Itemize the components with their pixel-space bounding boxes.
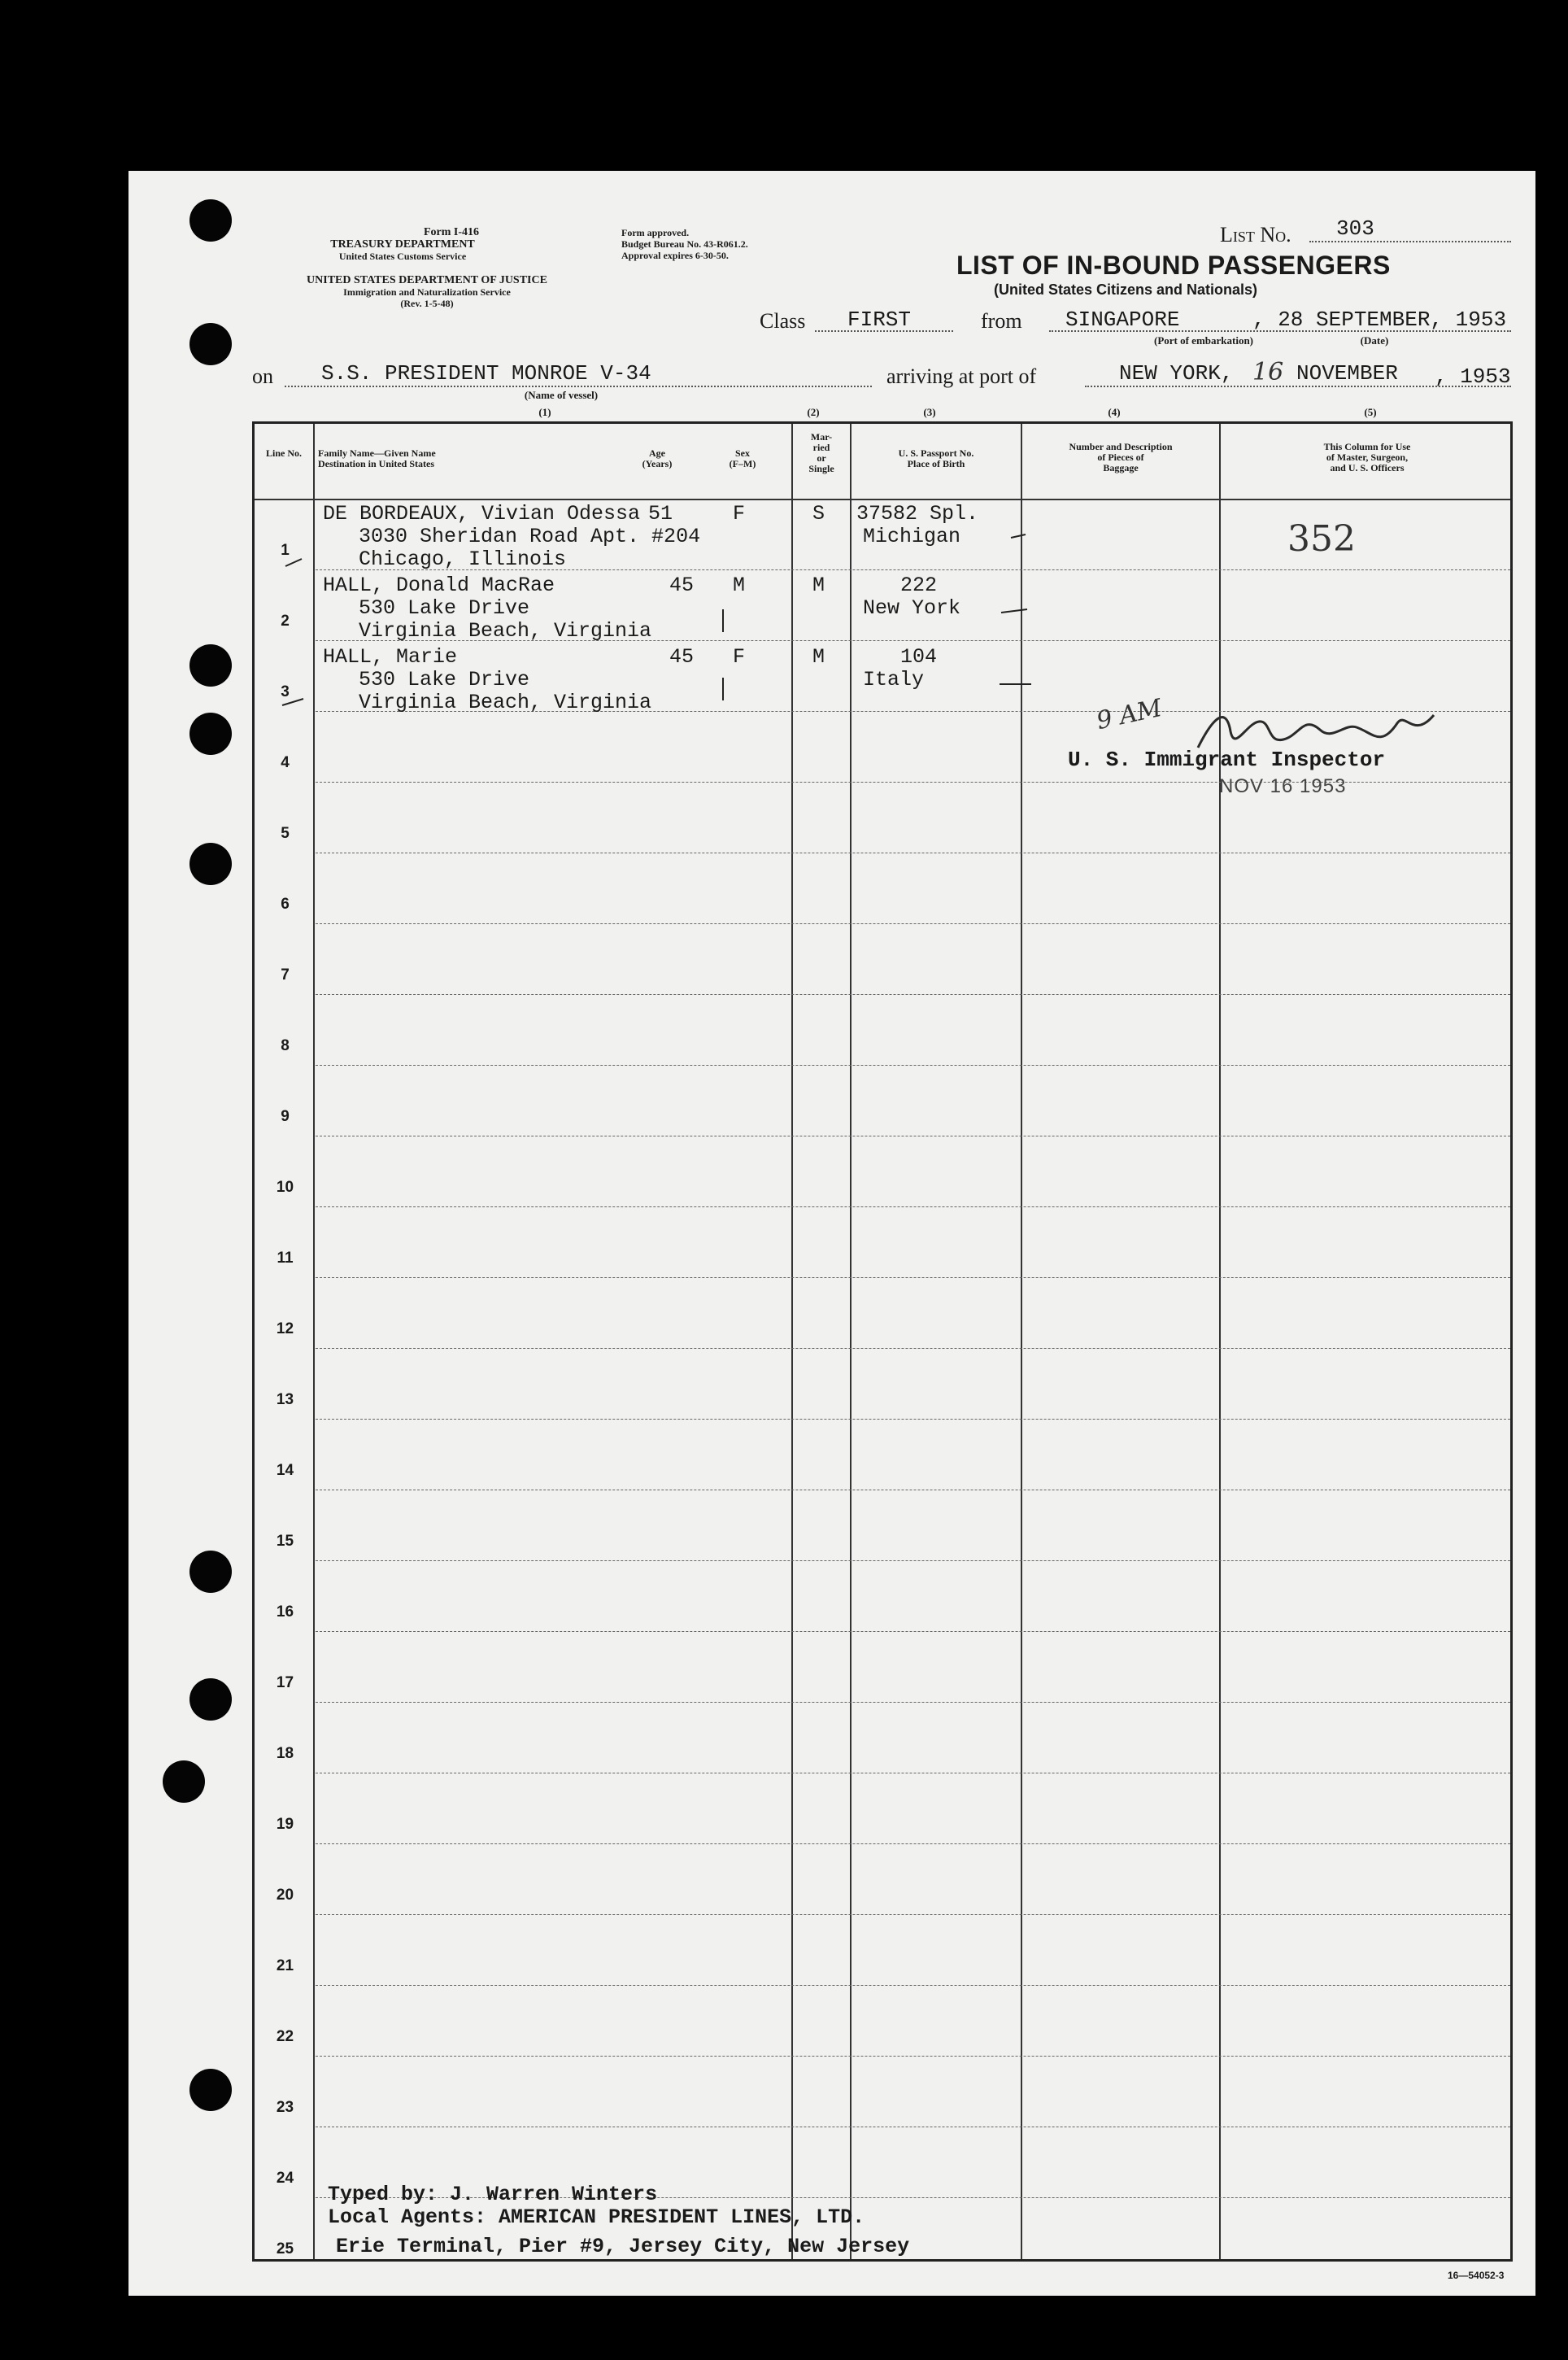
local-agents: Local Agents: AMERICAN PRESIDENT LINES, LTD.	[328, 2205, 865, 2229]
col-header-line-no: Line No.	[265, 447, 302, 459]
line-number: 1	[281, 542, 290, 559]
passenger-status: M	[812, 645, 825, 669]
passenger-name: HALL, Marie	[323, 645, 458, 669]
passenger-sex: F	[733, 645, 746, 669]
punch-hole	[189, 323, 232, 365]
justice-department: UNITED STATES DEPARTMENT OF JUSTICE	[307, 274, 547, 286]
col-header-baggage: Number and Description of Pieces of Baggage	[1069, 441, 1173, 473]
print-code: 16—54052-3	[1448, 2270, 1505, 2281]
from-label: from	[981, 309, 1022, 333]
customs-service: United States Customs Service	[338, 251, 467, 262]
punch-hole	[189, 843, 232, 885]
line-number: 4	[281, 754, 290, 771]
column-number: (1)	[538, 406, 551, 418]
line-number: 22	[276, 2028, 294, 2045]
row-divider	[316, 994, 1510, 995]
vessel-value: S.S. PRESIDENT MONROE V-34	[321, 361, 651, 386]
page-title: LIST OF IN-BOUND PASSENGERS	[956, 251, 1391, 280]
passenger-city: Chicago, Illinois	[359, 547, 567, 571]
line-number: 6	[281, 896, 290, 913]
line-number: 25	[276, 2240, 294, 2257]
column-number: (2)	[807, 406, 820, 418]
line-number: 20	[276, 1887, 294, 1904]
row-divider	[316, 1702, 1510, 1703]
column-number: (4)	[1108, 406, 1121, 418]
line-number: 9	[281, 1108, 290, 1125]
punch-hole	[163, 1760, 205, 1803]
line-number: 17	[276, 1674, 294, 1691]
passenger-birthplace: Italy	[863, 668, 925, 691]
port-caption: (Port of embarkation)	[1153, 334, 1254, 347]
inspector-signature	[1190, 699, 1458, 764]
budget-bureau: Budget Bureau No. 43-R061.2.	[621, 238, 748, 250]
list-no-line	[1309, 241, 1511, 242]
row-divider	[316, 1348, 1510, 1349]
arrival-month: NOVEMBER	[1296, 361, 1398, 386]
punch-hole	[189, 1551, 232, 1593]
line-number: 11	[277, 1250, 294, 1267]
class-label: Class	[760, 309, 806, 333]
line-number: 16	[276, 1603, 294, 1621]
passenger-name: DE BORDEAUX, Vivian Odessa	[323, 502, 641, 526]
passenger-passport: 222	[900, 574, 938, 597]
departure-date: , 28 SEPTEMBER, 1953	[1252, 308, 1507, 332]
list-no-value: 303	[1336, 216, 1374, 241]
column-number: (3)	[923, 406, 936, 418]
line-number: 23	[276, 2099, 294, 2116]
punch-hole	[189, 199, 232, 242]
passenger-city: Virginia Beach, Virginia	[359, 691, 652, 714]
time-note: 9 AM	[1094, 693, 1165, 736]
from-value: SINGAPORE	[1065, 308, 1180, 332]
line-number: 21	[276, 1957, 294, 1974]
passenger-age: 45	[669, 645, 695, 669]
punch-hole	[189, 713, 232, 755]
passenger-age: 51	[648, 502, 673, 526]
passenger-name: HALL, Donald MacRae	[323, 574, 555, 597]
passenger-sex: M	[733, 574, 746, 597]
on-label: on	[252, 364, 273, 388]
vessel-caption: (Name of vessel)	[524, 389, 599, 401]
passenger-sex: F	[733, 502, 746, 526]
class-value: FIRST	[847, 308, 912, 332]
column-number: (5)	[1364, 406, 1377, 418]
line-number: 2	[281, 613, 290, 630]
col-header-officers: This Column for Use of Master, Surgeon, and U. S. Officers	[1323, 441, 1411, 473]
line-number: 5	[281, 825, 290, 842]
approval-expires: Approval expires 6-30-50.	[621, 250, 729, 261]
line-number: 13	[276, 1391, 294, 1408]
row-divider	[316, 1277, 1510, 1278]
passenger-table	[252, 421, 1513, 2262]
form-revision: (Rev. 1-5-48)	[400, 298, 454, 309]
passenger-address: 3030 Sheridan Road Apt. #204	[359, 525, 701, 548]
terminal-address: Erie Terminal, Pier #9, Jersey City, New Jersey	[336, 2235, 910, 2258]
treasury-department: TREASURY DEPARTMENT	[330, 238, 475, 251]
list-no-label: List No.	[1220, 223, 1291, 246]
passenger-city: Virginia Beach, Virginia	[359, 619, 652, 643]
passenger-status: M	[812, 574, 825, 597]
passenger-birthplace: Michigan	[863, 525, 961, 548]
passenger-birthplace: New York	[863, 596, 961, 620]
punch-hole	[189, 644, 232, 687]
passenger-passport: 37582 Spl.	[856, 502, 979, 526]
page-subtitle: (United States Citizens and Nationals)	[994, 281, 1258, 298]
row-divider	[316, 923, 1510, 924]
officer-number: 352	[1287, 518, 1356, 560]
punch-hole	[189, 2069, 232, 2111]
date-stamp: NOV 16 1953	[1219, 775, 1347, 797]
line-number: 8	[281, 1037, 290, 1054]
vessel-line	[285, 386, 872, 387]
row-divider	[316, 1914, 1510, 1915]
line-number: 24	[276, 2170, 294, 2187]
row-divider	[316, 1843, 1510, 1844]
line-number: 10	[276, 1179, 294, 1196]
col-header-age: Age (Years)	[642, 447, 673, 469]
typed-by: Typed by: J. Warren Winters	[328, 2183, 658, 2206]
line-number: 3	[281, 683, 290, 700]
arriving-label: arriving at port of	[886, 364, 1037, 388]
line-number: 14	[276, 1462, 294, 1479]
row-divider	[316, 1206, 1510, 1207]
line-number: 18	[276, 1745, 294, 1762]
row-divider	[316, 1631, 1510, 1632]
immigration-service: Immigration and Naturalization Service	[343, 286, 511, 298]
arrival-day: 16	[1252, 358, 1284, 386]
arrival-port: NEW YORK,	[1119, 361, 1234, 386]
col-header-sex: Sex (F–M)	[729, 447, 756, 469]
passenger-address: 530 Lake Drive	[359, 668, 530, 691]
line-number: 12	[276, 1320, 294, 1337]
row-divider	[316, 2056, 1510, 2057]
line-number: 19	[276, 1816, 294, 1833]
line-number: 15	[276, 1533, 294, 1550]
form-approved: Form approved.	[621, 227, 690, 238]
punch-hole	[189, 1678, 232, 1721]
row-divider	[316, 1560, 1510, 1561]
passenger-status: S	[812, 502, 825, 526]
row-divider	[316, 1419, 1510, 1420]
col-header-married: Mar- ried or Single	[808, 431, 834, 474]
passenger-passport: 104	[900, 645, 938, 669]
inspector-stamp: U. S. Immigrant Inspector	[1068, 748, 1386, 772]
row-divider	[316, 1985, 1510, 1986]
passenger-address: 530 Lake Drive	[359, 596, 530, 620]
date-caption: (Date)	[1360, 334, 1389, 347]
arrival-year: , 1953	[1435, 364, 1511, 389]
col-header-name: Family Name—Given Name Destination in United States	[318, 447, 436, 469]
row-divider	[316, 1065, 1510, 1066]
form-number: Form I-416	[423, 226, 480, 238]
passenger-age: 45	[669, 574, 695, 597]
line-number: 7	[281, 966, 290, 984]
col-header-passport: U. S. Passport No. Place of Birth	[898, 447, 974, 469]
